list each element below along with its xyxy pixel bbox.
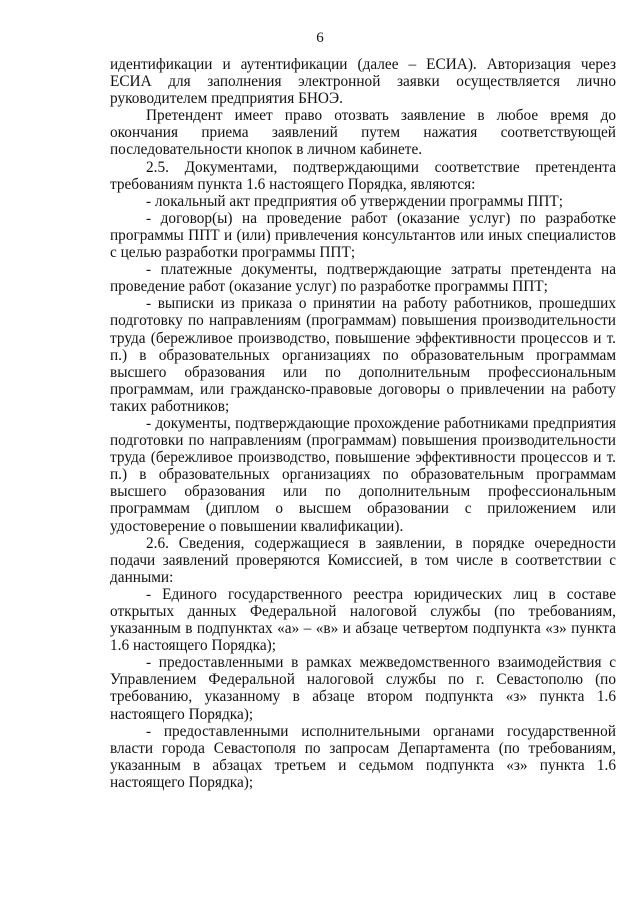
list-item-local-act: - локальный акт предприятия об утверждении программы ППТ;	[146, 192, 563, 210]
list-item-tax-service: - предоставленными в рамках межведомственного взаимодействия с Управлением Федеральной налоговой службы по г. Севастополю (по требованию, указанному в абзаце втором подпункта «з» пункта 1.6 настоящего Порядка);	[110, 654, 616, 723]
list-item-egrul: - Единого государственного реестра юридических лиц в составе открытых данных Федеральной налоговой службы (по требованиям, указанным в подпунктах «а» – «в» и абзаце четвертом подпункта «з» пункта 1.6 настоящего Порядка);	[110, 585, 616, 655]
paragraph-withdraw-right: Претендент имеет право отозвать заявление в любое время до окончания приема заявлений путем нажатия соответствующей последовательности кнопок в личном кабинете.	[110, 107, 616, 159]
paragraph-clause-2-5: 2.5. Документами, подтверждающими соответствие претендента требованиям пункта 1.6 настоящего Порядка, являются:	[110, 158, 616, 193]
list-item-payment-docs: - платежные документы, подтверждающие затраты претендента на проведение работ (оказание услуг) по разработке программы ППТ;	[110, 261, 616, 296]
list-item-order-extracts: - выписки из приказа о принятии на работу работников, прошедших подготовку по направлениям (программам) повышения производительности труда (бережливое производство, повышение эффективности процессов и т. п.) в образовательных организациях по образовательным программам высшего образования или по дополнительным профессиональным программам, или гражданско-правовые договоры о привлечении на работу таких работников;	[110, 295, 616, 415]
page-number: 6	[316, 30, 324, 46]
paragraph-esia-auth: идентификации и аутентификации (далее – ЕСИА). Авторизация через ЕСИА для заполнения электронной заявки осуществляется лично руководителем предприятия БНОЭ.	[110, 56, 616, 108]
list-item-executive-bodies: - предоставленными исполнительными органами государственной власти города Севастополя по запросам Департамента (по требованиям, указанным в абзацах третьем и седьмом подпункта «з» пункта 1.6 настоящего Порядка);	[110, 722, 616, 791]
list-item-training-docs: - документы, подтверждающие прохождение работниками предприятия подготовки по направлениям (программам) повышения производительности труда (бережливое производство, повышение эффективности процессов и т. п.) в образовательных организациях по образовательным программам высшего образования или по дополнительным профессиональным программам (диплом о высшем образовании с приложением или удостоверение о повышении квалификации).	[110, 414, 616, 535]
document-body	[110, 56, 616, 791]
paragraph-clause-2-6: 2.6. Сведения, содержащиеся в заявлении, в порядке очередности подачи заявлений проверяются Комиссией, в том числе в соответствии с данными:	[110, 534, 616, 586]
list-item-contracts: - договор(ы) на проведение работ (оказание услуг) по разработке программы ППТ и (или) привлечения консультантов или иных специалистов с целью разработки программы ППТ;	[110, 209, 616, 262]
